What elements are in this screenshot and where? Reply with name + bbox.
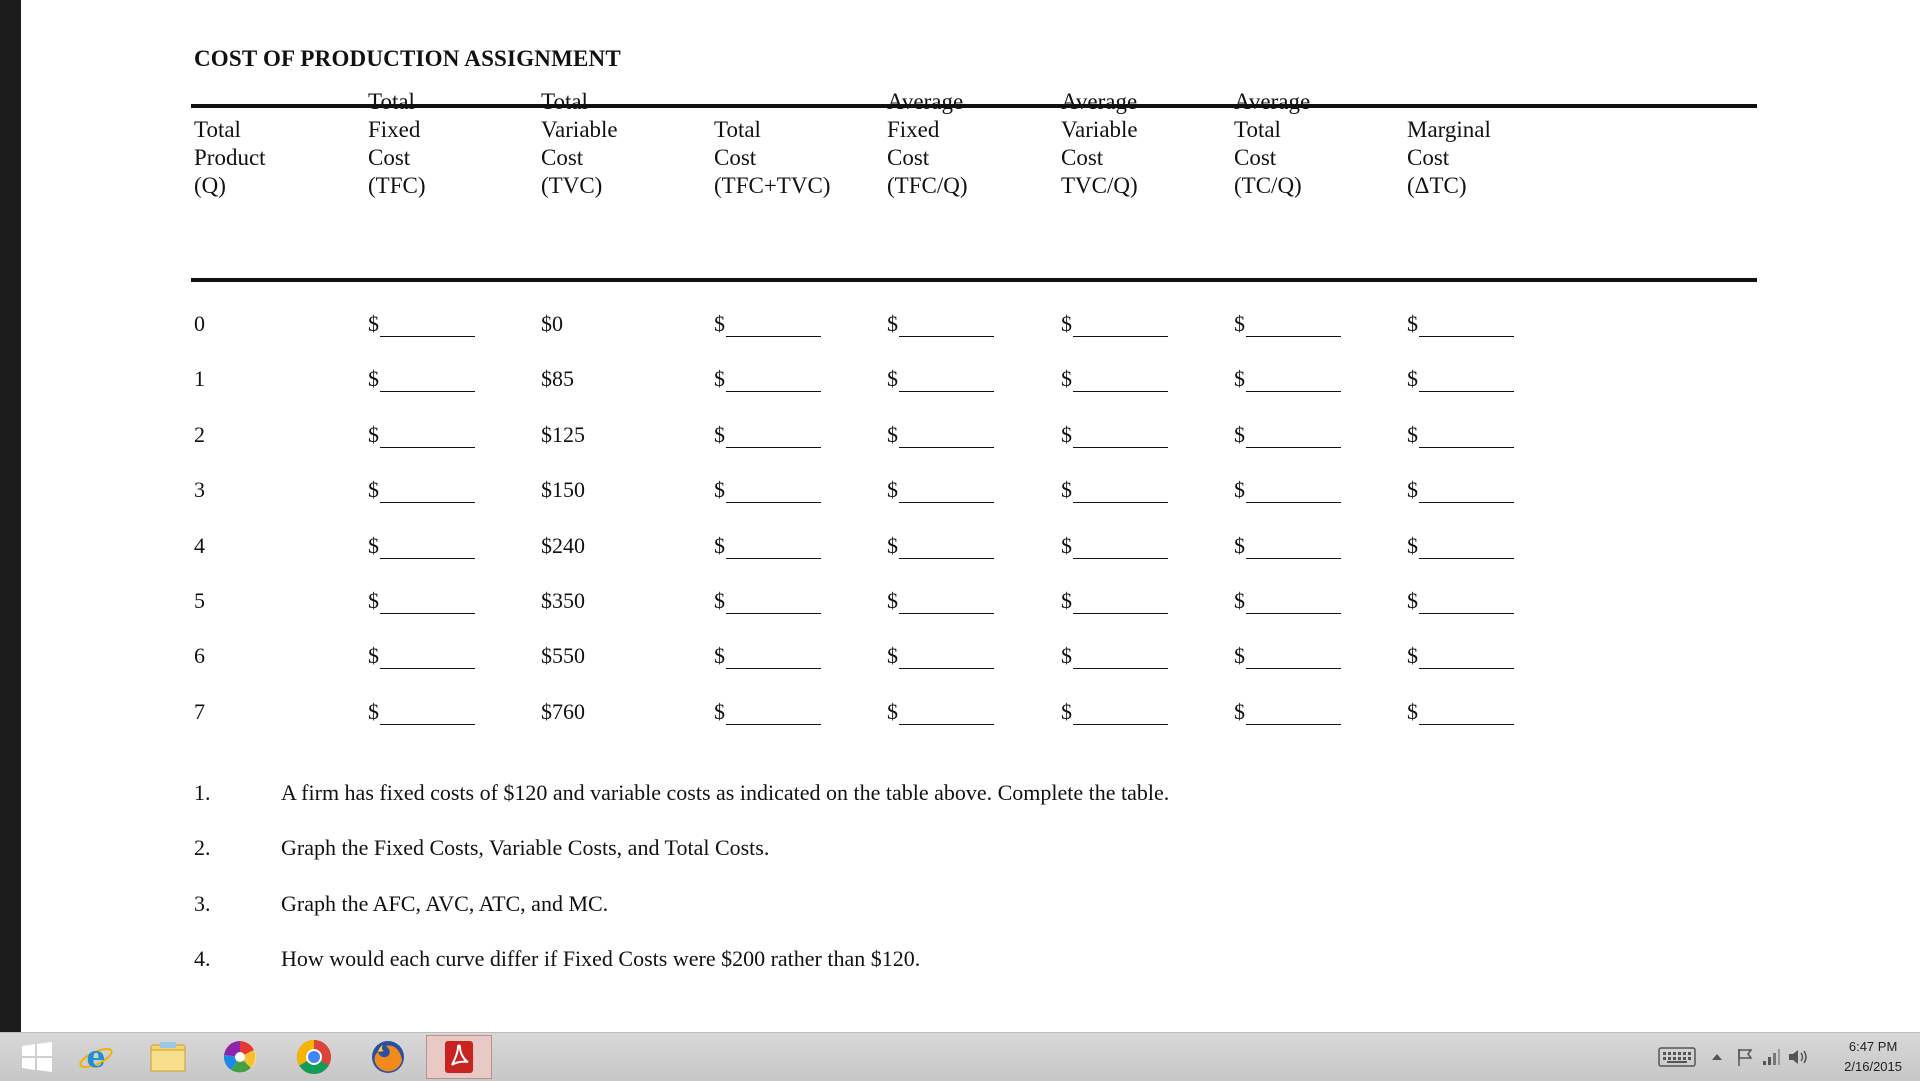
- answer-underline: [1246, 427, 1341, 448]
- answer-underline: [899, 538, 994, 559]
- blank-answer-field: [1061, 643, 1168, 669]
- dollar-sign: $: [1407, 533, 1418, 558]
- taskbar-internet-explorer[interactable]: [63, 1035, 129, 1079]
- answer-underline: [726, 316, 821, 337]
- blank-answer-field: [714, 422, 821, 448]
- blank-answer-field: [1407, 643, 1514, 669]
- column-header-line: (TFC/Q): [887, 173, 968, 198]
- column-header-line: (TFC): [368, 173, 426, 198]
- taskbar-chrome[interactable]: [281, 1035, 347, 1079]
- answer-underline: [1073, 482, 1168, 503]
- blank-answer-field: [1061, 311, 1168, 337]
- column-header-line: (TVC): [541, 173, 603, 198]
- question-text: How would each curve differ if Fixed Costs were $200 rather than $120.: [281, 946, 921, 971]
- dollar-sign: $: [1407, 588, 1418, 613]
- tvc-cell: $350: [541, 588, 585, 613]
- column-header-line: (ΔTC): [1407, 173, 1467, 198]
- column-header-line: Total: [714, 117, 761, 142]
- dollar-sign: $: [1061, 643, 1072, 668]
- blank-answer-field: [1061, 422, 1168, 448]
- blank-answer-field: [714, 366, 821, 392]
- dollar-sign: $: [887, 422, 898, 447]
- dollar-sign: $: [368, 422, 379, 447]
- dollar-sign: $: [1061, 477, 1072, 502]
- dollar-sign: $: [1407, 422, 1418, 447]
- dollar-sign: $: [887, 588, 898, 613]
- blank-answer-field: [1407, 699, 1514, 725]
- answer-underline: [1419, 538, 1514, 559]
- answer-underline: [380, 371, 475, 392]
- column-header-7: [1234, 88, 1310, 200]
- column-header-line: Total: [541, 89, 588, 114]
- blank-answer-field: [368, 366, 475, 392]
- chrome-icon: [295, 1038, 333, 1076]
- header-top-rule: [191, 104, 1757, 108]
- dollar-sign: $: [714, 643, 725, 668]
- tvc-cell: $760: [541, 699, 585, 724]
- answer-underline: [1419, 648, 1514, 669]
- dollar-sign: $: [714, 422, 725, 447]
- start-button[interactable]: [4, 1035, 70, 1079]
- answer-underline: [1419, 427, 1514, 448]
- answer-underline: [380, 538, 475, 559]
- blank-answer-field: [1061, 533, 1168, 559]
- answer-underline: [1246, 593, 1341, 614]
- dollar-sign: $: [714, 477, 725, 502]
- dollar-sign: $: [714, 588, 725, 613]
- blank-answer-field: [1407, 533, 1514, 559]
- blank-answer-field: [368, 533, 475, 559]
- blank-answer-field: [714, 477, 821, 503]
- answer-underline: [726, 593, 821, 614]
- network-signal-icon[interactable]: [1760, 1046, 1782, 1068]
- clock-time: 6:47 PM: [1848, 1039, 1898, 1054]
- quantity-cell: 0: [194, 311, 205, 336]
- tvc-cell: $85: [541, 366, 574, 391]
- dollar-sign: $: [1234, 366, 1245, 391]
- quantity-cell: 6: [194, 643, 205, 668]
- answer-underline: [1073, 648, 1168, 669]
- column-header-line: TVC/Q): [1061, 173, 1138, 198]
- dollar-sign: $: [887, 366, 898, 391]
- blank-answer-field: [368, 477, 475, 503]
- blank-answer-field: [714, 588, 821, 614]
- blank-answer-field: [1407, 477, 1514, 503]
- blank-answer-field: [1407, 311, 1514, 337]
- chevron-up-icon[interactable]: [1706, 1046, 1728, 1068]
- answer-underline: [380, 482, 475, 503]
- dollar-sign: $: [887, 533, 898, 558]
- blank-answer-field: [368, 311, 475, 337]
- blank-answer-field: [1234, 533, 1341, 559]
- answer-underline: [1246, 538, 1341, 559]
- answer-underline: [1073, 704, 1168, 725]
- dollar-sign: $: [1061, 366, 1072, 391]
- acrobat-icon: [443, 1039, 475, 1075]
- dollar-sign: $: [368, 699, 379, 724]
- column-header-line: (Q): [194, 173, 226, 198]
- column-header-8: [1407, 116, 1491, 200]
- column-header-line: Variable: [1061, 117, 1138, 142]
- column-header-line: Average: [1234, 89, 1311, 114]
- quantity-cell: 4: [194, 533, 205, 558]
- column-header-line: Average: [887, 89, 964, 114]
- dollar-sign: $: [1234, 699, 1245, 724]
- windows-start-icon: [20, 1040, 54, 1074]
- column-header-line: Total: [1234, 117, 1281, 142]
- blank-answer-field: [1061, 699, 1168, 725]
- question-text: A firm has fixed costs of $120 and variable costs as indicated on the table above. Complete the table.: [281, 780, 1170, 805]
- svg-text:e: e: [86, 1040, 106, 1075]
- blank-answer-field: [887, 422, 994, 448]
- answer-underline: [380, 648, 475, 669]
- blank-answer-field: [1061, 366, 1168, 392]
- tvc-cell: $125: [541, 422, 585, 447]
- column-header-line: Cost: [1234, 145, 1277, 170]
- tvc-cell: $150: [541, 477, 585, 502]
- blank-answer-field: [1234, 366, 1341, 392]
- column-header-line: Fixed: [887, 117, 940, 142]
- taskbar-file-explorer[interactable]: [135, 1035, 201, 1079]
- column-header-line: Marginal: [1407, 117, 1491, 142]
- blank-answer-field: [368, 643, 475, 669]
- answer-underline: [1073, 427, 1168, 448]
- column-header-line: Cost: [714, 145, 757, 170]
- dollar-sign: $: [1061, 533, 1072, 558]
- dollar-sign: $: [1407, 699, 1418, 724]
- blank-answer-field: [714, 643, 821, 669]
- dollar-sign: $: [1061, 311, 1072, 336]
- blank-answer-field: [714, 533, 821, 559]
- answer-underline: [1073, 538, 1168, 559]
- answer-underline: [1419, 593, 1514, 614]
- dollar-sign: $: [887, 477, 898, 502]
- dollar-sign: $: [714, 311, 725, 336]
- document-page: [21, 0, 1920, 1032]
- blank-answer-field: [1234, 643, 1341, 669]
- column-header-line: (TC/Q): [1234, 173, 1302, 198]
- column-header-line: Product: [194, 145, 266, 170]
- dollar-sign: $: [887, 699, 898, 724]
- blank-answer-field: [1061, 477, 1168, 503]
- blank-answer-field: [1407, 366, 1514, 392]
- quantity-cell: 1: [194, 366, 205, 391]
- answer-underline: [899, 371, 994, 392]
- question-number: 2.: [194, 835, 211, 860]
- dollar-sign: $: [1407, 477, 1418, 502]
- quantity-cell: 2: [194, 422, 205, 447]
- dollar-sign: $: [714, 366, 725, 391]
- answer-underline: [380, 427, 475, 448]
- dollar-sign: $: [887, 311, 898, 336]
- answer-underline: [1073, 593, 1168, 614]
- answer-underline: [899, 593, 994, 614]
- blank-answer-field: [887, 366, 994, 392]
- answer-underline: [1419, 482, 1514, 503]
- dollar-sign: $: [1234, 643, 1245, 668]
- system-tray: [1658, 1033, 1810, 1081]
- dollar-sign: $: [1234, 311, 1245, 336]
- answer-underline: [1246, 704, 1341, 725]
- column-header-line: Cost: [1407, 145, 1450, 170]
- file-explorer-icon: [148, 1039, 188, 1075]
- answer-underline: [726, 704, 821, 725]
- dollar-sign: $: [1234, 533, 1245, 558]
- question-number: 3.: [194, 891, 211, 916]
- answer-underline: [1419, 371, 1514, 392]
- column-header-line: Total: [194, 117, 241, 142]
- dollar-sign: $: [1407, 643, 1418, 668]
- blank-answer-field: [887, 311, 994, 337]
- header-bottom-rule: [191, 278, 1757, 282]
- answer-underline: [1419, 704, 1514, 725]
- answer-underline: [726, 371, 821, 392]
- dollar-sign: $: [1234, 588, 1245, 613]
- dollar-sign: $: [1061, 699, 1072, 724]
- page-title: COST OF PRODUCTION ASSIGNMENT: [194, 46, 621, 71]
- taskbar-firefox[interactable]: [355, 1035, 421, 1079]
- left-window-edge: [0, 0, 21, 1032]
- quantity-cell: 7: [194, 699, 205, 724]
- blank-answer-field: [714, 311, 821, 337]
- blank-answer-field: [714, 699, 821, 725]
- answer-underline: [899, 316, 994, 337]
- column-header-line: Variable: [541, 117, 618, 142]
- column-header-2: [368, 88, 426, 200]
- volume-icon[interactable]: [1786, 1046, 1810, 1068]
- dollar-sign: $: [1061, 588, 1072, 613]
- blank-answer-field: [887, 588, 994, 614]
- column-header-4: [714, 116, 830, 200]
- dollar-sign: $: [368, 311, 379, 336]
- answer-underline: [899, 427, 994, 448]
- taskbar-acrobat[interactable]: [426, 1035, 492, 1079]
- column-header-line: Fixed: [368, 117, 421, 142]
- blank-answer-field: [368, 699, 475, 725]
- dollar-sign: $: [368, 366, 379, 391]
- blank-answer-field: [1061, 588, 1168, 614]
- taskbar: [0, 1032, 1920, 1081]
- dollar-sign: $: [1407, 311, 1418, 336]
- dollar-sign: $: [1234, 422, 1245, 447]
- answer-underline: [380, 704, 475, 725]
- dollar-sign: $: [1061, 422, 1072, 447]
- answer-underline: [726, 482, 821, 503]
- answer-underline: [726, 427, 821, 448]
- blank-answer-field: [1234, 588, 1341, 614]
- dollar-sign: $: [1234, 477, 1245, 502]
- keyboard-icon[interactable]: [1658, 1046, 1696, 1068]
- firefox-icon: [369, 1038, 407, 1076]
- dollar-sign: $: [887, 643, 898, 668]
- dollar-sign: $: [368, 533, 379, 558]
- answer-underline: [1073, 316, 1168, 337]
- dollar-sign: $: [714, 533, 725, 558]
- column-header-line: Cost: [368, 145, 411, 170]
- answer-underline: [726, 648, 821, 669]
- blank-answer-field: [887, 477, 994, 503]
- blank-answer-field: [1234, 477, 1341, 503]
- column-header-6: [1061, 88, 1138, 200]
- column-header-3: [541, 88, 618, 200]
- blank-answer-field: [1407, 422, 1514, 448]
- question-number: 1.: [194, 780, 211, 805]
- column-header-1: [194, 116, 266, 200]
- blank-answer-field: [887, 643, 994, 669]
- tvc-cell: $550: [541, 643, 585, 668]
- blank-answer-field: [1234, 422, 1341, 448]
- question-text: Graph the Fixed Costs, Variable Costs, and Total Costs.: [281, 835, 770, 860]
- column-header-line: Cost: [887, 145, 930, 170]
- dollar-sign: $: [1407, 366, 1418, 391]
- dollar-sign: $: [368, 588, 379, 613]
- blank-answer-field: [1234, 699, 1341, 725]
- answer-underline: [899, 482, 994, 503]
- column-header-line: Total: [368, 89, 415, 114]
- taskbar-clock[interactable]: [1844, 1037, 1902, 1077]
- column-header-line: (TFC+TVC): [714, 173, 831, 198]
- dollar-sign: $: [368, 477, 379, 502]
- column-header-5: [887, 88, 968, 200]
- clock-date: 2/16/2015: [1844, 1059, 1902, 1074]
- blank-answer-field: [368, 422, 475, 448]
- answer-underline: [1246, 648, 1341, 669]
- answer-underline: [1073, 371, 1168, 392]
- dollar-sign: $: [368, 643, 379, 668]
- blank-answer-field: [368, 588, 475, 614]
- answer-underline: [380, 593, 475, 614]
- picasa-icon: [221, 1038, 259, 1076]
- answer-underline: [380, 316, 475, 337]
- blank-answer-field: [1407, 588, 1514, 614]
- dollar-sign: $: [714, 699, 725, 724]
- blank-answer-field: [1234, 311, 1341, 337]
- question-number: 4.: [194, 946, 211, 971]
- column-header-line: Average: [1061, 89, 1138, 114]
- answer-underline: [899, 704, 994, 725]
- answer-underline: [726, 538, 821, 559]
- answer-underline: [1246, 482, 1341, 503]
- action-center-flag-icon[interactable]: [1734, 1046, 1756, 1068]
- blank-answer-field: [887, 699, 994, 725]
- column-header-line: Cost: [1061, 145, 1104, 170]
- answer-underline: [899, 648, 994, 669]
- tvc-cell: $0: [541, 311, 563, 336]
- answer-underline: [1419, 316, 1514, 337]
- answer-underline: [1246, 316, 1341, 337]
- quantity-cell: 3: [194, 477, 205, 502]
- taskbar-picasa[interactable]: [207, 1035, 273, 1079]
- blank-answer-field: [887, 533, 994, 559]
- quantity-cell: 5: [194, 588, 205, 613]
- internet-explorer-icon: [76, 1037, 116, 1077]
- column-header-line: Cost: [541, 145, 584, 170]
- answer-underline: [1246, 371, 1341, 392]
- question-text: Graph the AFC, AVC, ATC, and MC.: [281, 891, 609, 916]
- tvc-cell: $240: [541, 533, 585, 558]
